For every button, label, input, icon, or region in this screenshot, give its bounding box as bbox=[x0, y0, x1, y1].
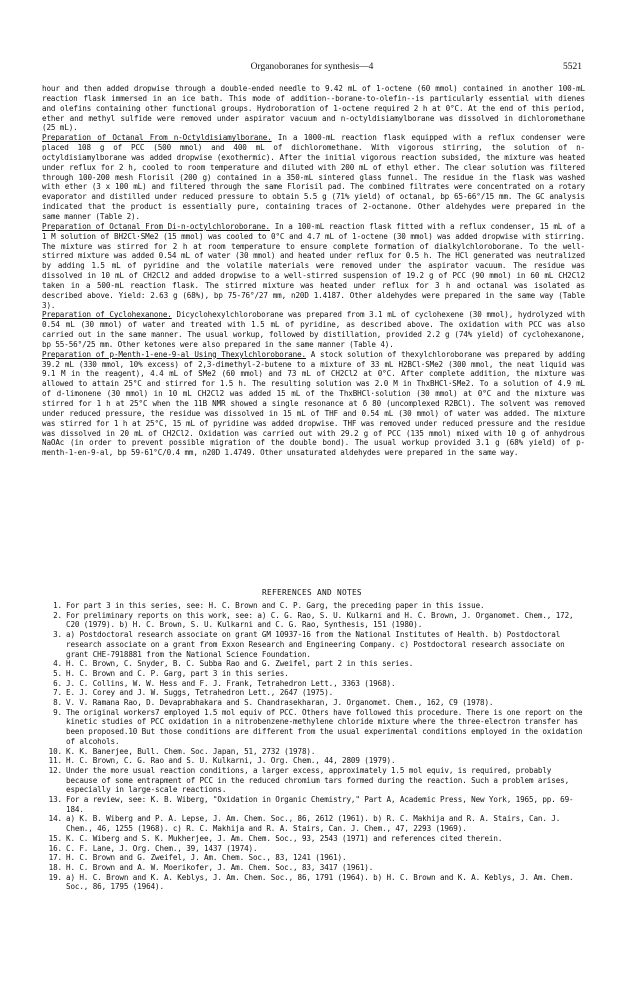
reference-text: For part 3 in this series, see: H. C. Brown and C. P. Garg, the preceding paper in this issue. bbox=[66, 601, 485, 610]
reference-item bbox=[42, 795, 585, 814]
reference-number: 6. bbox=[53, 678, 62, 688]
paragraph-heading: Preparation of p-Menth-1-ene-9-al Using Thexylchloroborane. bbox=[42, 349, 306, 359]
paragraph-text: In a 1000-mL reaction flask equipped with a reflux condenser were placed 108 g of PCC (500 mmol) and 400 mL of dichloromethane. With vigorous stirring, the solution of n-octyldisiamylborane was added dropwise (exothermic). After the initial vigorous reaction subsided, the mixture was heated under reflux for 2 h, cooled to room temperature and diluted with 200 mL of ethyl ether. The clear solution was filtered through 100-200 mesh Florisil (200 g) contained in a 350-mL sintered glass funnel. The residue in the flask was washed with ether (3 x 100 mL) and filtered through the same Florisil pad. The combined filtrates were concentrated on a rotary evaporator and distilled under reduced pressure to obtain 5.5 g (71% yield) of octanal, bp 65-66°/15 mm. The GC analysis indicated that the product is essentially pure, containing traces of 2-octanone. Other aldehydes were prepared in the same manner (Table 2). bbox=[42, 133, 585, 221]
reference-text: K. K. Banerjee, Bull. Chem. Soc. Japan, 51, 2732 (1978). bbox=[66, 746, 316, 756]
reference-item bbox=[42, 630, 585, 659]
reference-text: C. F. Lane, J. Org. Chem., 39, 1437 (1974). bbox=[66, 843, 258, 853]
reference-item bbox=[42, 688, 585, 698]
reference-item bbox=[42, 863, 585, 873]
reference-number: 7. bbox=[53, 688, 62, 698]
reference-item bbox=[42, 659, 585, 669]
paragraph bbox=[42, 133, 585, 222]
reference-item bbox=[42, 756, 585, 766]
references-list bbox=[42, 601, 585, 892]
reference-text: a) H. C. Brown and K. A. Keblys, J. Am. Chem. Soc., 86, 1791 (1964). b) H. C. Brown and K. A. Keblys, J. Am. Chem. Soc., 86, 1795 (1964). bbox=[66, 872, 574, 892]
reference-item bbox=[42, 611, 585, 630]
paragraph-heading: Preparation of Octanal From n-Octyldisiamylborane. bbox=[42, 133, 272, 143]
reference-text: H. C. Brown, C. Snyder, B. C. Subba Rao and G. Zweifel, part 2 in this series. bbox=[66, 659, 414, 669]
reference-item bbox=[42, 747, 585, 757]
experimental-section bbox=[42, 84, 585, 458]
reference-text: H. C. Brown, C. G. Rao and S. U. Kulkarni, J. Org. Chem., 44, 2809 (1979). bbox=[66, 756, 396, 766]
reference-number: 3. bbox=[53, 630, 62, 640]
reference-number: 15. bbox=[48, 833, 62, 843]
paragraph bbox=[42, 350, 585, 458]
reference-item bbox=[42, 853, 585, 863]
reference-text: The original workers7 employed 1.5 mol equiv of PCC. Others have followed this procedure. There is one report on the kinetic studies of PCC oxidation in a nitrobenzene-methylene chloride mixture where the three-electron transfer has been proposed.10 But those conditions are different from the usual experimental conditions employed in the oxidation of alcohols. bbox=[66, 707, 583, 746]
reference-text: V. V. Ramana Rao, D. Devaprabhakara and S. Chandrasekharan, J. Organomet. Chem., 162, C9 (1978). bbox=[66, 698, 494, 708]
reference-item bbox=[42, 873, 585, 892]
running-title: Organoboranes for synthesis—4 bbox=[250, 62, 374, 72]
reference-number: 14. bbox=[48, 814, 62, 824]
reference-text: a) K. B. Wiberg and P. A. Lepse, J. Am. Chem. Soc., 86, 2612 (1961). b) R. C. Makhija and R. A. Stairs, Can. J. Chem., 46, 1255 (1968). c) R. C. Makhija and R. A. Stairs, Can. J. Chem., 47, 2293 (1969). bbox=[66, 814, 561, 834]
reference-number: 1. bbox=[53, 601, 62, 610]
reference-number: 11. bbox=[48, 756, 62, 766]
reference-number: 18. bbox=[48, 862, 62, 872]
paragraph-text: A stock solution of thexylchloroborane was prepared by adding 39.2 mL (330 mmol, 10% excess) of 2,3-dimethyl-2-butene to a mixture of 33 mL H2BCl·SMe2 (300 mmol, the neat liquid was 9.1 M in the reagent), 4.4 mL of SMe2 (60 mmol) and 73 mL of CH2Cl2 at 0°C. After complete addition, the mixture was allowed to attain 25°C and stirred for 1.5 h. The resulting solution was 2.0 M in ThxBHCl·SMe2. To a solution of 4.9 mL of d-limonene (30 mmol) in 10 mL CH2Cl2 was added 15 mL of the ThxBHCl·solution (30 mmol) at 0°C and the mixture was stirred for 1 h at 25°C when the 11B NMR showed a single resonance at δ 80 (uncomplexed R2BCl). The solvent was removed under reduced pressure, the residue was dissolved in 15 mL of THF and 0.54 mL (30 mmol) of water was added. The mixture was stirred for 1 h at 25°C, 15 mL of pyridine was added dropwise. THF was removed under reduced pressure and the residue was dissolved in 20 mL of CH2Cl2. Oxidation was carried out with 29.2 g of PCC (135 mmol) mixed with 10 g of anhydrous NaOAc (in order to prevent possible migration of the double bond). The usual workup provided 3.1 g (68% yield) of p-menth-1-en-9-al, bp 59-61°C/0.4 mm, n20D 1.4749. Other unsaturated aldehydes were prepared in the same way. bbox=[42, 349, 585, 458]
reference-item bbox=[42, 698, 585, 708]
reference-number: 13. bbox=[48, 795, 62, 805]
paragraph bbox=[42, 222, 585, 311]
reference-number: 4. bbox=[53, 659, 62, 669]
reference-number: 19. bbox=[48, 872, 62, 882]
reference-item bbox=[42, 766, 585, 795]
reference-item bbox=[42, 834, 585, 844]
reference-text: For a review, see: K. B. Wiberg, "Oxidation in Organic Chemistry," Part A, Academic Press, New York, 1965, pp. 69-184. bbox=[66, 795, 574, 814]
reference-item bbox=[42, 814, 585, 833]
reference-text: a) Postdoctoral research associate on grant GM 10937-16 from the National Institutes of Health. b) Postdoctoral research associate on a grant from Exxon Research and Engineering Company. c) Postdoctoral research associate on grant CHE-7918881 from the National Science Foundation. bbox=[66, 630, 565, 659]
paragraph-heading: Preparation of Cyclohexanone. bbox=[42, 310, 172, 320]
reference-item bbox=[42, 601, 585, 611]
reference-text: K. C. Wiberg and S. K. Mukherjee, J. Am. Chem. Soc., 93, 2543 (1971) and references cited therein. bbox=[66, 833, 503, 843]
reference-number: 5. bbox=[53, 668, 62, 678]
reference-text: H. C. Brown and A. W. Moerikofer, J. Am. Chem. Soc., 83, 3417 (1961). bbox=[66, 862, 374, 872]
paragraph-heading: Preparation of Octanal From Di-n-octylchloroborane. bbox=[42, 221, 271, 231]
reference-text: H. C. Brown and C. P. Garg, part 3 in this series. bbox=[66, 668, 289, 678]
reference-number: 16. bbox=[48, 843, 62, 853]
reference-item bbox=[42, 669, 585, 679]
reference-item bbox=[42, 844, 585, 854]
paragraph-text: hour and then added dropwise through a double-ended needle to 9.42 mL of 1-octene (60 mmol) contained in another 100-mL reaction flask immersed in an ice bath. This mode of addition--borane-to-olefin--is particularly essential with dienes and olefins containing other functional groups. Hydroboration of 1-octene required 2 h at 0°C. At the end of this period, ether and methyl sulfide were removed under aspirator vacuum and n-octyldisiamylborane was dissolved in dichloromethane (25 mL). bbox=[42, 84, 585, 133]
paragraph-text: Dicyclohexylchloroborane was prepared from 3.1 mL of cyclohexene (30 mmol), hydrolyzed with 0.54 mL (30 mmol) of water and treated with 1.5 mL of pyridine, as described above. The oxidation with PCC was also carried out in the same manner. The usual workup, followed by distillation, provided 2.2 g (74% yield) of cyclohexanone, bp 55-56°/25 mm. Other ketones were also prepared in the same manner (Table 4). bbox=[42, 310, 585, 349]
reference-item bbox=[42, 708, 585, 747]
reference-text: Under the more usual reaction conditions, a larger excess, approximately 1.5 mol equiv, is required, probably because of some entrapment of PCC in the reduced chromium tars formed during the reaction. Such a problem arises, especially in large-scale reactions. bbox=[66, 765, 570, 795]
references-heading: REFERENCES AND NOTES bbox=[262, 588, 362, 597]
reference-number: 2. bbox=[53, 610, 62, 620]
reference-number: 10. bbox=[48, 746, 62, 756]
reference-text: H. C. Brown and G. Zweifel, J. Am. Chem. Soc., 83, 1241 (1961). bbox=[66, 853, 347, 863]
reference-text: J. C. Collins, W. W. Hess and F. J. Frank, Tetrahedron Lett., 3363 (1968). bbox=[66, 678, 396, 688]
page-number: 5521 bbox=[563, 62, 582, 72]
reference-number: 9. bbox=[53, 707, 62, 717]
reference-number: 12. bbox=[48, 765, 62, 775]
reference-text: E. J. Corey and J. W. Suggs, Tetrahedron Lett., 2647 (1975). bbox=[66, 688, 334, 698]
reference-number: 8. bbox=[53, 698, 62, 708]
reference-number: 17. bbox=[48, 853, 62, 863]
running-header bbox=[42, 62, 582, 76]
paragraph bbox=[42, 310, 585, 349]
reference-item bbox=[42, 679, 585, 689]
paragraph-text: In a 100-mL reaction flask fitted with a reflux condenser, 15 mL of a 1 M solution of BH2Cl·SMe2 (15 mmol) was cooled to 0°C and 4.7 mL of 1-octene (30 mmol) was added dropwise with stirring. The mixture was stirred for 2 h at room temperature to ensure complete formation of dialkylchloroborane. To the well-stirred mixture was added 0.54 mL of water (30 mmol) and heated under reflux for 0.5 h. The HCl generated was neutralized by adding 1.5 mL of pyridine and the volatile materials were removed under the aspirator vacuum. The residue was dissolved in 10 mL of CH2Cl2 and added dropwise to a well-stirred suspension of 19.2 g of PCC (90 mmol) in 60 mL CH2Cl2 taken in a 500-mL reaction flask. The stirred mixture was heated under reflux for 3 h and octanal was isolated as described above. Yield: 2.63 g (68%), bp 75-76°/27 mm, n20D 1.4187. Other aldehydes were prepared in the same way (Table 3). bbox=[42, 221, 585, 310]
paragraph bbox=[42, 84, 585, 133]
reference-text: For preliminary reports on this work, see: a) C. G. Rao, S. U. Kulkarni and H. C. Brown, J. Organomet. Chem., 172, C20 (1979). b) H. C. Brown, S. U. Kulkarni and C. G. Rao, Synthesis, 151 (1980). bbox=[66, 610, 574, 630]
